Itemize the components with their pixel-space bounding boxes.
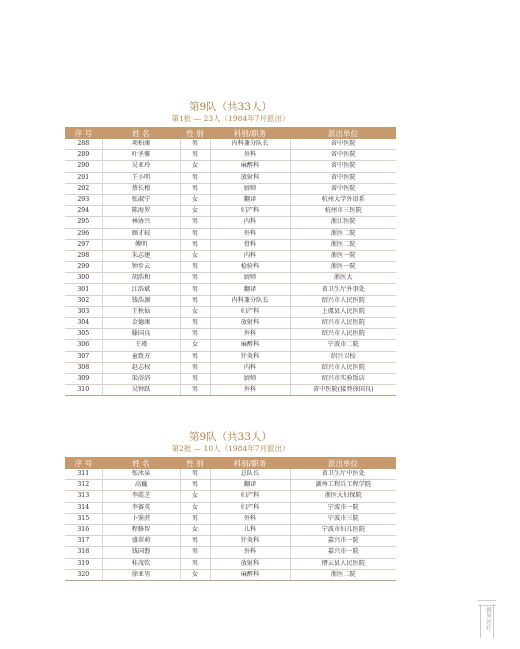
cell-unit: 绍兴卫校	[290, 351, 396, 362]
cell-number: 295	[65, 217, 102, 228]
cell-department: 针灸科	[210, 536, 290, 547]
cell-department: 针灸科	[210, 351, 290, 362]
cell-name: 盛翠莉	[102, 536, 180, 547]
header-unit: 派出单位	[290, 127, 396, 139]
table-row	[65, 362, 396, 373]
cell-name: 钟步云	[102, 262, 180, 273]
cell-number: 308	[65, 362, 102, 373]
cell-department: 麻醉科	[210, 340, 290, 351]
cell-unit: 宁波市二院	[290, 340, 396, 351]
cell-number: 320	[65, 569, 102, 580]
cell-unit: 绍兴市人民医院	[290, 295, 396, 306]
table-row	[65, 373, 396, 384]
team-section-batch-2	[65, 431, 396, 581]
table-row	[65, 295, 396, 306]
cell-gender: 男	[180, 373, 210, 384]
header-department: 科别/职务	[210, 127, 290, 139]
cell-department: 厨师	[210, 183, 290, 194]
cell-gender: 男	[180, 547, 210, 558]
cell-name: 项柏康	[102, 139, 180, 150]
cell-gender: 女	[180, 340, 210, 351]
cell-unit: 省中医院	[290, 183, 396, 194]
section-subtitle: 第1批 — 23人（1984年7月派出）	[171, 114, 290, 123]
table-row	[65, 536, 396, 547]
cell-name: 朱志建	[102, 250, 180, 261]
cell-unit: 嘉兴市一院	[290, 547, 396, 558]
cell-gender: 男	[180, 262, 210, 273]
cell-gender: 男	[180, 217, 210, 228]
cell-name: 桂茂钦	[102, 558, 180, 569]
cell-department: 内科兼分队长	[210, 295, 290, 306]
table-row	[65, 480, 396, 491]
table-row	[65, 183, 396, 194]
cell-gender: 男	[180, 183, 210, 194]
cell-unit: 省卫生厅中医处	[290, 469, 396, 480]
cell-unit: 宁波市妇儿医院	[290, 524, 396, 535]
cell-number: 316	[65, 524, 102, 535]
cell-gender: 男	[180, 150, 210, 161]
table-row	[65, 569, 396, 580]
cell-gender: 女	[180, 569, 210, 580]
cell-name: 童致方	[102, 351, 180, 362]
cell-department: 翻译	[210, 284, 290, 295]
cell-unit: 浙医大妇保院	[290, 491, 396, 502]
cell-unit: 浙医二院	[290, 228, 396, 239]
cell-name: 钱国磐	[102, 547, 180, 558]
table-row	[65, 262, 396, 273]
cell-name: 林协兴	[102, 217, 180, 228]
cell-name: 李赛英	[102, 502, 180, 513]
cell-name: 傅明	[102, 239, 180, 250]
cell-gender: 女	[180, 206, 210, 217]
table-row	[65, 469, 396, 480]
cell-name: 吴亚玲	[102, 161, 180, 172]
cell-unit: 省中医院	[290, 172, 396, 183]
cell-number: 297	[65, 239, 102, 250]
cell-gender: 男	[180, 318, 210, 329]
cell-name: 程修智	[102, 524, 180, 535]
cell-number: 299	[65, 262, 102, 273]
cell-gender: 男	[180, 513, 210, 524]
cell-name: 陈海罗	[102, 206, 180, 217]
header-number: 序 号	[65, 457, 102, 469]
table-row	[65, 273, 396, 284]
cell-name: 张冰泉	[102, 469, 180, 480]
cell-name: 王瑾	[102, 340, 180, 351]
cell-name: 江浩斌	[102, 284, 180, 295]
header-department: 科别/职务	[210, 457, 290, 469]
cell-gender: 男	[180, 172, 210, 183]
table-row	[65, 306, 396, 317]
cell-department: 妇产科	[210, 502, 290, 513]
cell-department: 外科	[210, 329, 290, 340]
cell-gender: 男	[180, 536, 210, 547]
cell-gender: 男	[180, 385, 210, 396]
cell-department: 外科	[210, 385, 290, 396]
cell-department: 内科兼分队长	[210, 139, 290, 150]
cell-department: 内科	[210, 250, 290, 261]
section-subtitle: 第2批 — 10人（1984年7月派出）	[171, 444, 290, 453]
table-row	[65, 340, 396, 351]
cell-unit: 缙云县人民医院	[290, 558, 396, 569]
cell-unit: 嘉兴市一院	[290, 536, 396, 547]
cell-department: 翻译	[210, 480, 290, 491]
cell-department: 麻醉科	[210, 569, 290, 580]
header-name: 姓 名	[102, 457, 180, 469]
cell-unit: 浙医一院	[290, 262, 396, 273]
cell-number: 313	[65, 491, 102, 502]
cell-number: 303	[65, 306, 102, 317]
cell-department: 外科	[210, 547, 290, 558]
cell-department: 放射科	[210, 318, 290, 329]
cell-gender: 女	[180, 250, 210, 261]
cell-gender: 男	[180, 329, 210, 340]
cell-unit: 绍兴市人民医院	[290, 329, 396, 340]
cell-number: 304	[65, 318, 102, 329]
table-row	[65, 284, 396, 295]
cell-number: 315	[65, 513, 102, 524]
cell-number: 301	[65, 284, 102, 295]
cell-name: 卜鉴蔗	[102, 513, 180, 524]
table-row	[65, 502, 396, 513]
cell-number: 309	[65, 373, 102, 384]
table-row	[65, 250, 396, 261]
cell-unit: 杭州大学外语系	[290, 194, 396, 205]
table-row	[65, 329, 396, 340]
cell-unit: 宁波市三院	[290, 513, 396, 524]
table-row	[65, 139, 396, 150]
cell-gender: 男	[180, 139, 210, 150]
cell-number: 288	[65, 139, 102, 150]
header-unit: 派出单位	[290, 457, 396, 469]
cell-name: 叶圣雅	[102, 150, 180, 161]
cell-number: 312	[65, 480, 102, 491]
cell-name: 张淑宁	[102, 194, 180, 205]
cell-number: 310	[65, 385, 102, 396]
cell-number: 314	[65, 502, 102, 513]
cell-number: 291	[65, 172, 102, 183]
cell-unit: 绍兴市实验饭店	[290, 373, 396, 384]
cell-number: 305	[65, 329, 102, 340]
cell-department: 外科	[210, 513, 290, 524]
cell-department: 总队长	[210, 469, 290, 480]
cell-department: 外科	[210, 228, 290, 239]
table-row	[65, 194, 396, 205]
cell-department: 放射科	[210, 172, 290, 183]
cell-name: 徐亚男	[102, 569, 180, 580]
cell-unit: 省中医院(接替徐国良)	[290, 385, 396, 396]
cell-number: 319	[65, 558, 102, 569]
table-row	[65, 558, 396, 569]
table-row	[65, 491, 396, 502]
table-row	[65, 513, 396, 524]
cell-name: 蔡长根	[102, 183, 180, 194]
cell-department: 儿科	[210, 524, 290, 535]
table-row	[65, 217, 396, 228]
cell-unit: 宁波市一院	[290, 502, 396, 513]
cell-name: 吴钟跃	[102, 385, 180, 396]
cell-number: 311	[65, 469, 102, 480]
header-name: 姓 名	[102, 127, 180, 139]
section-title: 第9队（共33人）	[188, 101, 273, 113]
table-row	[65, 150, 396, 161]
cell-name: 王小明	[102, 172, 180, 183]
table-row	[65, 161, 396, 172]
cell-name: 李霞芝	[102, 491, 180, 502]
table-body	[65, 469, 396, 580]
roster-table	[65, 127, 396, 396]
roster-table	[65, 457, 396, 581]
cell-gender: 男	[180, 351, 210, 362]
cell-unit: 浙医大	[290, 273, 396, 284]
cell-unit: 湖州工程兵工程学院	[290, 480, 396, 491]
cell-number: 296	[65, 228, 102, 239]
cell-gender: 男	[180, 295, 210, 306]
cell-unit: 省中医院	[290, 150, 396, 161]
table-row	[65, 318, 396, 329]
cell-unit: 上虞县人民医院	[290, 306, 396, 317]
cell-unit: 浙医二院	[290, 569, 396, 580]
cell-number: 293	[65, 194, 102, 205]
cell-name: 渠浴浴	[102, 373, 180, 384]
cell-gender: 男	[180, 239, 210, 250]
cell-unit: 绍兴市人民医院	[290, 362, 396, 373]
cell-name: 高巍	[102, 480, 180, 491]
header-gender: 性 别	[180, 127, 210, 139]
cell-gender: 男	[180, 469, 210, 480]
header-gender: 性 别	[180, 457, 210, 469]
cell-number: 317	[65, 536, 102, 547]
cell-number: 298	[65, 250, 102, 261]
table-row	[65, 385, 396, 396]
team-section-batch-1	[65, 101, 396, 396]
cell-department: 检验科	[210, 262, 290, 273]
cell-name: 滕国良	[102, 329, 180, 340]
cell-gender: 男	[180, 480, 210, 491]
cell-name: 赵志权	[102, 362, 180, 373]
cell-department: 妇产科	[210, 306, 290, 317]
cell-number: 300	[65, 273, 102, 284]
cell-unit: 省中医院	[290, 139, 396, 150]
cell-gender: 男	[180, 228, 210, 239]
cell-number: 294	[65, 206, 102, 217]
cell-number: 292	[65, 183, 102, 194]
cell-gender: 男	[180, 284, 210, 295]
cell-name: 金德康	[102, 318, 180, 329]
cell-department: 妇产科	[210, 206, 290, 217]
cell-unit: 浙江医院	[290, 217, 396, 228]
cell-number: 289	[65, 150, 102, 161]
table-header-row	[65, 127, 396, 139]
cell-gender: 女	[180, 491, 210, 502]
cell-number: 290	[65, 161, 102, 172]
cell-name: 胡浩和	[102, 273, 180, 284]
cell-unit: 省中医院	[290, 161, 396, 172]
cell-department: 内科	[210, 362, 290, 373]
cell-gender: 女	[180, 161, 210, 172]
table-body	[65, 139, 396, 396]
section-title: 第9队（共33人）	[188, 431, 273, 443]
cell-department: 麻醉科	[210, 161, 290, 172]
cell-department: 厨师	[210, 373, 290, 384]
cell-department: 放射科	[210, 558, 290, 569]
cell-number: 318	[65, 547, 102, 558]
header-number: 序 号	[65, 127, 102, 139]
cell-department: 骨科	[210, 239, 290, 250]
cell-unit: 绍兴市人民医院	[290, 318, 396, 329]
table-row	[65, 351, 396, 362]
cell-gender: 男	[180, 558, 210, 569]
table-row	[65, 547, 396, 558]
cell-unit: 浙医一院	[290, 250, 396, 261]
cell-name: 顾才较	[102, 228, 180, 239]
table-row	[65, 524, 396, 535]
cell-gender: 女	[180, 502, 210, 513]
cell-number: 307	[65, 351, 102, 362]
cell-department: 外科	[210, 150, 290, 161]
cell-department: 翻译	[210, 194, 290, 205]
cell-gender: 女	[180, 306, 210, 317]
cell-name: 钱浩源	[102, 295, 180, 306]
cell-gender: 女	[180, 194, 210, 205]
cell-gender: 男	[180, 273, 210, 284]
table-row	[65, 172, 396, 183]
cell-gender: 男	[180, 362, 210, 373]
table-row	[65, 239, 396, 250]
cell-number: 302	[65, 295, 102, 306]
cell-gender: 女	[180, 524, 210, 535]
cell-number: 306	[65, 340, 102, 351]
cell-unit: 浙医二院	[290, 239, 396, 250]
cell-department: 厨师	[210, 273, 290, 284]
table-row	[65, 206, 396, 217]
cell-department: 内科	[210, 217, 290, 228]
cell-name: 王秋仙	[102, 306, 180, 317]
table-header-row	[65, 457, 396, 469]
cell-department: 妇产科	[210, 491, 290, 502]
sidebar-label: 援外医疗	[485, 607, 491, 631]
cell-unit: 省卫生厅外事处	[290, 284, 396, 295]
cell-unit: 杭州市三医院	[290, 206, 396, 217]
table-row	[65, 228, 396, 239]
